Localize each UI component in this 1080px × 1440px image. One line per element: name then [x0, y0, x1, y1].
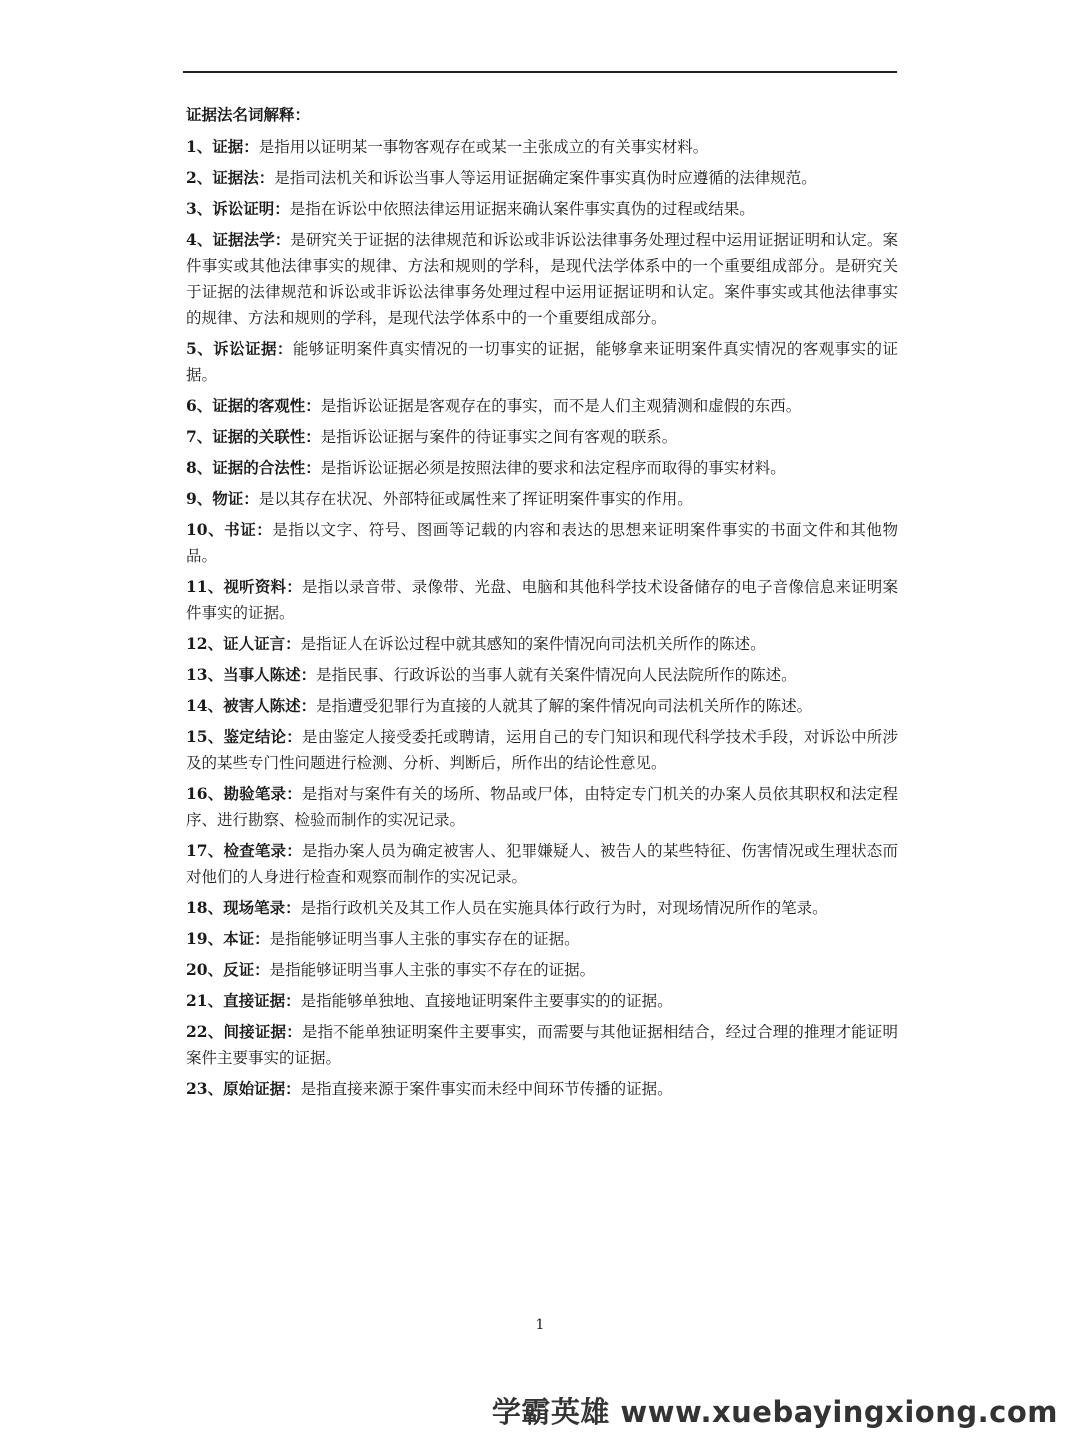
document-heading: 证据法名词解释：	[186, 105, 311, 124]
glossary-definition: 是指不能单独证明案件主要事实，而需要与其他证据相结合，经过合理的推理才能证明案件主要事实的证据。	[186, 1023, 898, 1067]
glossary-definition: 是指以录音带、录像带、光盘、电脑和其他科学技术设备储存的电子音像信息来证明案件事实的证据。	[186, 578, 898, 622]
glossary-term: 11、视听资料：	[186, 577, 302, 596]
glossary-entry	[186, 455, 898, 481]
glossary-entry	[186, 957, 898, 983]
glossary-definition: 是指证人在诉讼过程中就其感知的案件情况向司法机关所作的陈述。	[300, 635, 766, 653]
glossary-definition: 是指在诉讼中依照法律运用证据来确认案件事实真伪的过程或结果。	[289, 200, 755, 218]
glossary-entry	[186, 134, 898, 160]
glossary-definition: 是指直接来源于案件事实而未经中间环节传播的证据。	[300, 1080, 673, 1098]
glossary-definition: 是指行政机关及其工作人员在实施具体行政行为时，对现场情况所作的笔录。	[300, 899, 828, 917]
glossary-term: 2、证据法：	[186, 168, 275, 187]
glossary-term: 18、现场笔录：	[186, 898, 301, 917]
glossary-term: 23、原始证据：	[186, 1079, 301, 1098]
glossary-entry	[186, 895, 898, 921]
glossary-term: 12、证人证言：	[186, 634, 301, 653]
glossary-definition: 是指遭受犯罪行为直接的人就其了解的案件情况向司法机关所作的陈述。	[316, 697, 813, 715]
glossary-term: 19、本证：	[186, 929, 270, 948]
glossary-definition: 是指办案人员为确定被害人、犯罪嫌疑人、被告人的某些特征、伤害情况或生理状态而对他们的人身进行检查和观察而制作的实况记录。	[186, 842, 898, 886]
glossary-term: 14、被害人陈述：	[186, 696, 317, 715]
glossary-definition: 是指能够单独地、直接地证明案件主要事实的的证据。	[300, 992, 673, 1010]
glossary-definition: 能够证明案件真实情况的一切事实的证据，能够拿来证明案件真实情况的客观事实的证据。	[186, 340, 898, 384]
glossary-entry	[186, 393, 898, 419]
glossary-entry	[186, 574, 898, 626]
glossary-entry	[186, 838, 898, 890]
glossary-entry	[186, 693, 898, 719]
glossary-definition: 是指诉讼证据必须是按照法律的要求和法定程序而取得的事实材料。	[320, 459, 786, 477]
glossary-term: 17、检查笔录：	[186, 841, 302, 860]
glossary-term: 21、直接证据：	[186, 991, 301, 1010]
glossary-entry	[186, 1019, 898, 1071]
document-body	[186, 102, 898, 1107]
glossary-term: 7、证据的关联性：	[186, 427, 321, 446]
glossary-entry	[186, 926, 898, 952]
glossary-definition: 是指司法机关和诉讼当事人等运用证据确定案件事实真伪时应遵循的法律规范。	[274, 169, 817, 187]
glossary-entry	[186, 424, 898, 450]
glossary-term: 6、证据的客观性：	[186, 396, 321, 415]
glossary-definition: 是指对与案件有关的场所、物品或尸体，由特定专门机关的办案人员依其职权和法定程序、进行勘察、检验而制作的实况记录。	[186, 785, 898, 829]
glossary-entry	[186, 165, 898, 191]
glossary-entry	[186, 1076, 898, 1102]
glossary-definition: 是指用以证明某一事物客观存在或某一主张成立的有关事实材料。	[258, 138, 709, 156]
glossary-definition: 是以其存在状况、外部特征或属性来了挥证明案件事实的作用。	[258, 490, 693, 508]
page-number: 1	[535, 1317, 545, 1333]
glossary-entry	[186, 196, 898, 222]
glossary-list	[186, 134, 898, 1102]
glossary-definition: 是指能够证明当事人主张的事实不存在的证据。	[269, 961, 596, 979]
glossary-definition: 是指以文字、符号、图画等记载的内容和表达的思想来证明案件事实的书面文件和其他物品。	[186, 521, 898, 565]
glossary-term: 13、当事人陈述：	[186, 665, 317, 684]
glossary-term: 9、物证：	[186, 489, 259, 508]
glossary-entry	[186, 336, 898, 388]
glossary-entry	[186, 662, 898, 688]
glossary-definition: 是由鉴定人接受委托或聘请，运用自己的专门知识和现代科学技术手段，对诉讼中所涉及的某些专门性问题进行检测、分析、判断后，所作出的结论性意见。	[186, 728, 898, 772]
glossary-definition: 是指诉讼证据与案件的待证事实之间有客观的联系。	[320, 428, 678, 446]
glossary-entry	[186, 988, 898, 1014]
glossary-term: 22、间接证据：	[186, 1022, 302, 1041]
glossary-term: 5、诉讼证据：	[186, 339, 293, 358]
glossary-term: 16、勘验笔录：	[186, 784, 302, 803]
glossary-entry	[186, 724, 898, 776]
glossary-term: 3、诉讼证明：	[186, 199, 290, 218]
glossary-term: 10、书证：	[186, 520, 273, 539]
glossary-term: 15、鉴定结论：	[186, 727, 302, 746]
header-rule	[183, 71, 897, 73]
glossary-definition: 是指民事、行政诉讼的当事人就有关案件情况向人民法院所作的陈述。	[316, 666, 797, 684]
glossary-term: 8、证据的合法性：	[186, 458, 321, 477]
glossary-definition: 是指诉讼证据是客观存在的事实，而不是人们主观猜测和虚假的东西。	[320, 397, 802, 415]
glossary-entry	[186, 227, 898, 331]
glossary-entry	[186, 781, 898, 833]
glossary-entry	[186, 517, 898, 569]
glossary-entry	[186, 486, 898, 512]
glossary-term: 1、证据：	[186, 137, 259, 156]
glossary-term: 4、证据法学：	[186, 230, 291, 249]
glossary-definition: 是研究关于证据的法律规范和诉讼或非诉讼法律事务处理过程中运用证据证明和认定。案件事实或其他法律事实的规律、方法和规则的学科，是现代法学体系中的一个重要组成部分。是研究关于证据的法律规范和诉讼或非诉讼法律事务处理过程中运用证据证明和认定。案件事实或其他法律事实的规律、方法和规则的学科，是现代法学体系中的一个重要组成部分。	[186, 231, 898, 327]
glossary-definition: 是指能够证明当事人主张的事实存在的证据。	[269, 930, 580, 948]
watermark-text: 学霸英雄 www.xuebayingxiong.com	[491, 1395, 1058, 1429]
glossary-entry	[186, 631, 898, 657]
glossary-term: 20、反证：	[186, 960, 270, 979]
